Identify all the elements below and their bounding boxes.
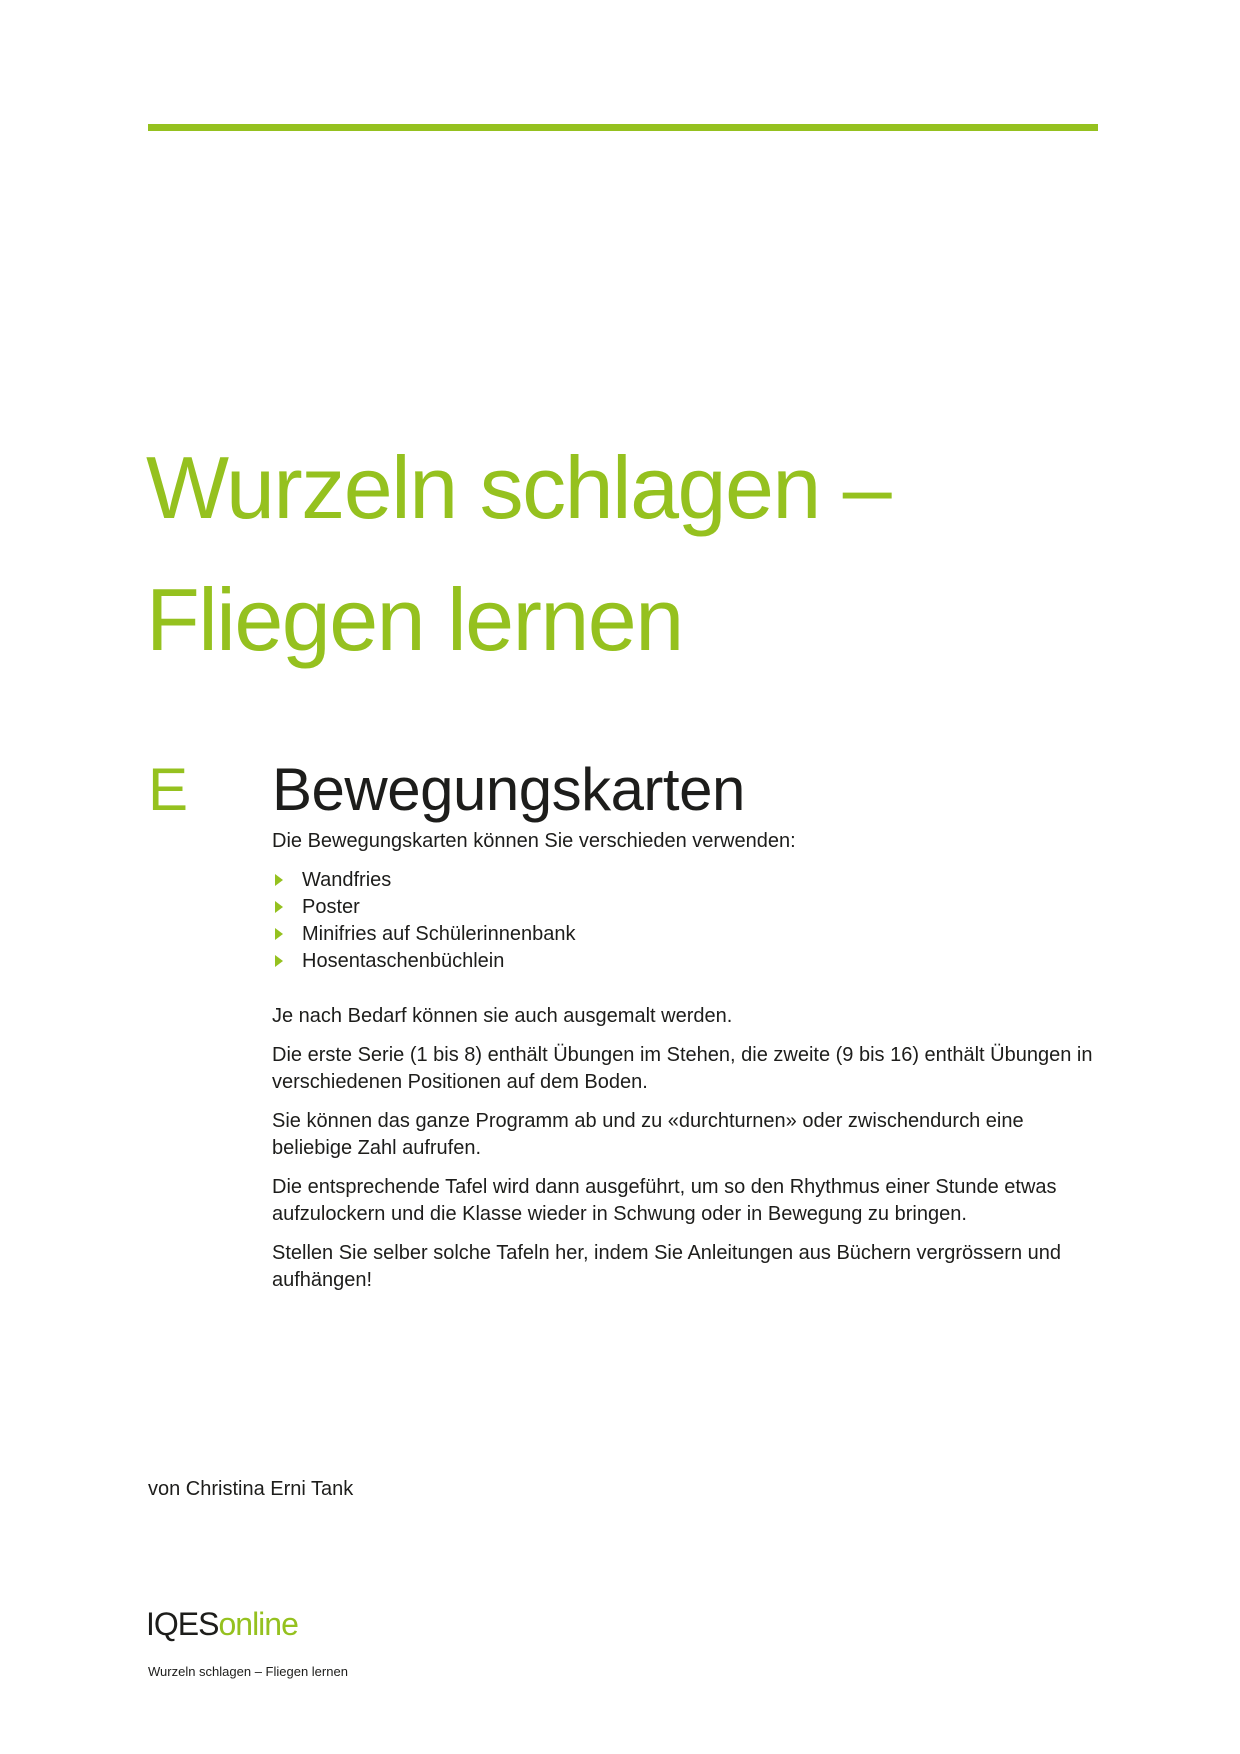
list-item (272, 921, 1102, 948)
paragraph: Stellen Sie selber solche Tafeln her, indem Sie Anleitungen aus Büchern vergrössern und aufhängen! (272, 1242, 1062, 1291)
top-accent-rule (148, 124, 1098, 131)
footer-document-title: Wurzeln schlagen – Fliegen lernen (148, 1664, 348, 1679)
section-heading: Bewegungskarten (272, 756, 745, 823)
list-item-label: Poster (302, 896, 360, 918)
logo-wordmark-online: online (218, 1606, 298, 1642)
document-title (146, 422, 1146, 686)
paragraph: Je nach Bedarf können sie auch ausgemalt werden. (272, 1005, 733, 1027)
list-item-label: Wandfries (302, 869, 392, 891)
triangle-right-icon (275, 874, 283, 886)
paragraph: Die entsprechende Tafel wird dann ausgeführt, um so den Rhythmus einer Stunde etwas aufzulockern und die Klasse wieder in Schwung oder in Bewegung zu bringen. (272, 1176, 1057, 1225)
paragraph: Sie können das ganze Programm ab und zu «durchturnen» oder zwischendurch eine beliebige Zahl aufrufen. (272, 1110, 1024, 1159)
section-intro: Die Bewegungskarten können Sie verschieden verwenden: (272, 830, 796, 852)
list-item-label: Hosentaschenbüchlein (302, 950, 505, 972)
document-title-line-2: Fliegen lernen (146, 570, 683, 669)
iqes-online-logo (146, 1604, 298, 1644)
author-credit: von Christina Erni Tank (148, 1478, 354, 1500)
usage-list (272, 867, 1102, 975)
section-letter: E (148, 756, 189, 823)
triangle-right-icon (275, 955, 283, 967)
paragraph: Die erste Serie (1 bis 8) enthält Übungen im Stehen, die zweite (9 bis 16) enthält Übungen in verschiedenen Positionen auf dem Boden. (272, 1044, 1093, 1093)
triangle-right-icon (275, 901, 283, 913)
list-item (272, 948, 1102, 975)
section-content (272, 828, 1102, 1306)
list-item (272, 894, 1102, 921)
document-title-line-1: Wurzeln schlagen – (146, 438, 891, 537)
list-item (272, 867, 1102, 894)
logo-wordmark-iqes: IQES (146, 1606, 219, 1642)
triangle-right-icon (275, 928, 283, 940)
list-item-label: Minifries auf Schülerinnenbank (302, 923, 576, 945)
